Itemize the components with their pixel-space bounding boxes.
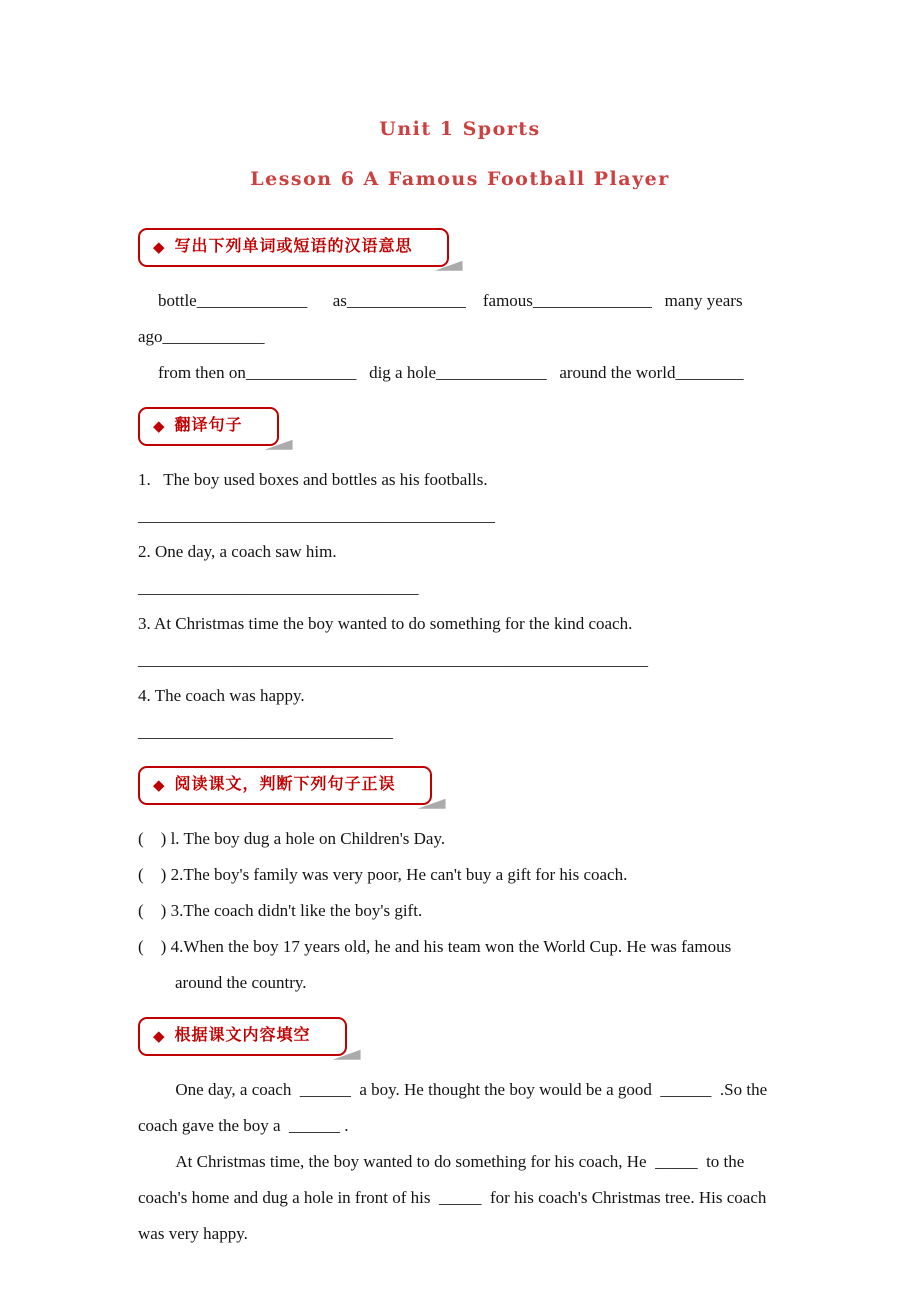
translation-sentence-1: 1. The boy used boxes and bottles as his footballs. — [138, 469, 488, 489]
diamond-icon: ◆ — [153, 1026, 165, 1045]
cloze-paragraph-2: At Christmas time, the boy wanted to do something for his coach, He _____ to the coach's home and dug a hole in front of his _____ for his coach's Christmas tree. His coach was very happy. — [138, 1151, 771, 1243]
cloze-paragraph-1: One day, a coach ______ a boy. He thought the boy would be a good ______ .So the coach gave the boy a ______ . — [138, 1079, 772, 1135]
lesson-title: Lesson 6 A Famous Football Player — [250, 168, 670, 190]
true-false-item-2: ( ) 2.The boy's family was very poor, He can't buy a gift for his coach. — [138, 864, 628, 884]
section-heading-cloze-label: 根据课文内容填空 — [174, 1026, 311, 1044]
answer-blank-line-3: ____________________________________________________________ — [138, 649, 648, 669]
translation-sentence-2: 2. One day, a coach saw him. — [138, 541, 337, 561]
vocab-line-3: from then on_____________ dig a hole_____________ around the world________ — [158, 362, 744, 382]
unit-title: Unit 1 Sports — [379, 118, 541, 140]
diamond-icon: ◆ — [153, 237, 165, 256]
translation-item — [138, 678, 782, 750]
translation-item — [138, 462, 782, 534]
true-false-item-1: ( ) l. The boy dug a hole on Children's Day. — [138, 828, 446, 848]
vocab-line-1: bottle_____________ as______________ famous______________ many years — [158, 290, 743, 310]
section-heading-true-false-label: 阅读课文，判断下列句子正误 — [174, 775, 396, 793]
translation-sentence-4: 4. The coach was happy. — [138, 685, 305, 705]
translation-item — [138, 534, 782, 606]
section-heading-true-false — [138, 766, 432, 805]
section-heading-vocabulary — [138, 228, 449, 267]
translation-item — [138, 606, 782, 678]
vocab-line-2: ago____________ — [138, 326, 265, 346]
answer-blank-line-1: __________________________________________ — [138, 505, 495, 525]
answer-blank-line-2: _________________________________ — [138, 577, 419, 597]
section-heading-translation — [138, 407, 279, 446]
diamond-icon: ◆ — [153, 775, 165, 794]
answer-blank-line-4: ______________________________ — [138, 721, 393, 741]
translation-sentence-3: 3. At Christmas time the boy wanted to do something for the kind coach. — [138, 613, 633, 633]
true-false-item-3: ( ) 3.The coach didn't like the boy's gift. — [138, 900, 423, 920]
diamond-icon: ◆ — [153, 416, 165, 435]
true-false-item-4: ( ) 4.When the boy 17 years old, he and his team won the World Cup. He was famous around the country. — [138, 936, 736, 992]
section-heading-translation-label: 翻译句子 — [174, 416, 243, 434]
section-heading-cloze — [138, 1017, 347, 1056]
section-heading-vocabulary-label: 写出下列单词或短语的汉语意思 — [174, 238, 413, 255]
